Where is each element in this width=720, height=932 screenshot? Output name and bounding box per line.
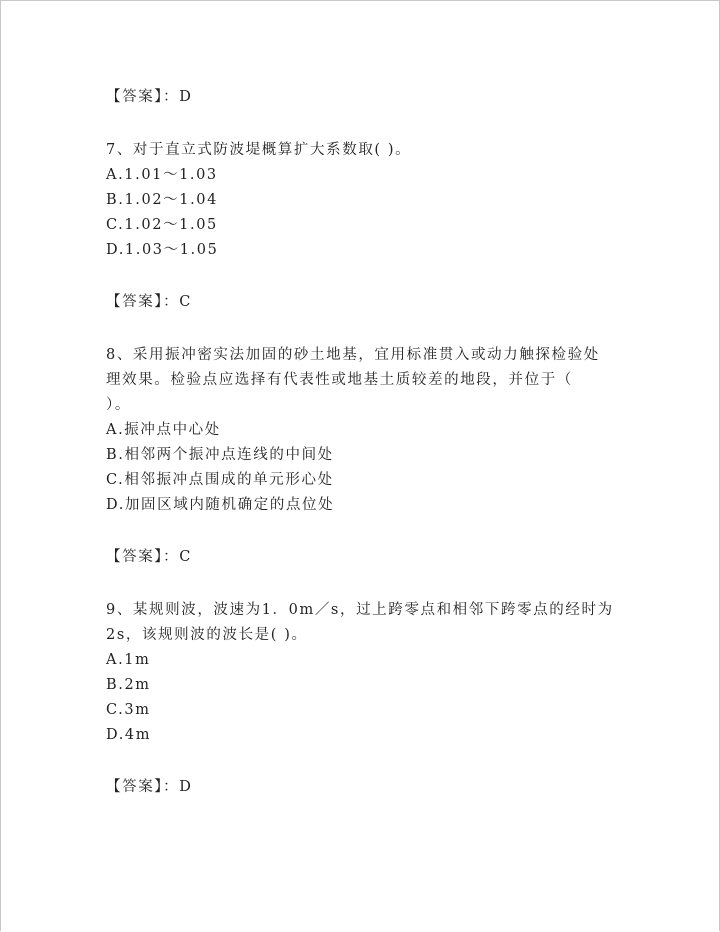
question-8-option-c: C.相邻振冲点围成的单元形心处 [106, 472, 334, 488]
question-8-option-d: D.加固区域内随机确定的点位处 [106, 497, 335, 513]
document-body [106, 84, 626, 800]
question-9-stem-line-1: 9、某规则波，波速为1．0m／s，过上跨零点和相邻下跨零点的经时为 [106, 602, 614, 618]
question-8 [106, 343, 626, 518]
question-8-stem-line-3: ）。 [106, 397, 131, 413]
question-7-option-c: C.1.02～1.05 [106, 217, 218, 233]
answer-9: 【答案】：D [106, 779, 193, 795]
question-7-stem: 7、对于直立式防波堤概算扩大系数取( )。 [106, 142, 412, 158]
question-7-option-a: A.1.01～1.03 [106, 167, 218, 183]
question-9-option-a: A.1m [106, 652, 151, 668]
question-9-stem-line-2: 2s，该规则波的波长是( )。 [106, 627, 308, 643]
question-7-option-d: D.1.03～1.05 [106, 242, 219, 258]
answer-6: 【答案】：D [106, 89, 193, 105]
question-8-option-b: B.相邻两个振冲点连线的中间处 [106, 447, 334, 463]
answer-8: 【答案】：C [106, 549, 192, 565]
question-9-option-c: C.3m [106, 702, 151, 718]
question-7-option-b: B.1.02～1.04 [106, 192, 218, 208]
question-8-stem-line-2: 理效果。检验点应选择有代表性或地基土质较差的地段，并位于（ [106, 372, 573, 388]
question-7 [106, 138, 626, 263]
question-9-option-b: B.2m [106, 677, 151, 693]
question-8-option-a: A.振冲点中心处 [106, 422, 221, 438]
answer-7: 【答案】：C [106, 294, 192, 310]
question-9 [106, 598, 626, 748]
question-9-option-d: D.4m [106, 727, 152, 743]
question-8-stem-line-1: 8、采用振冲密实法加固的砂土地基，宜用标准贯入或动力触探检验处 [106, 347, 600, 363]
